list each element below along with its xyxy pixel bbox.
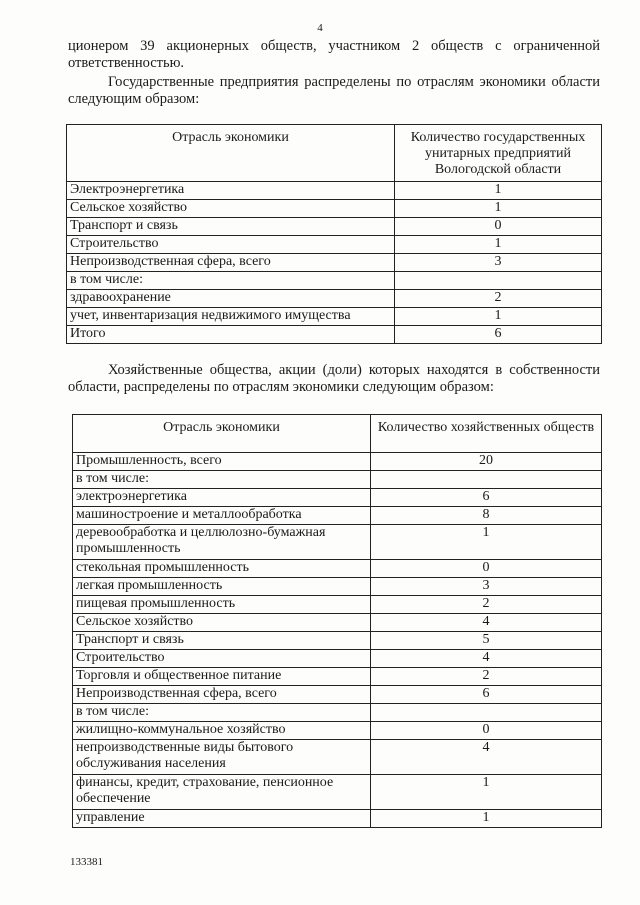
table-row xyxy=(73,668,602,686)
table2-header-count: Количество хозяйственных обществ xyxy=(371,415,602,453)
sector-cell: Итого xyxy=(67,326,395,344)
table-row xyxy=(73,596,602,614)
sector-cell: Транспорт и связь xyxy=(73,632,371,650)
sector-cell: управление xyxy=(73,810,371,828)
document-code: 133381 xyxy=(70,856,103,868)
table-row xyxy=(67,218,602,236)
count-cell: 4 xyxy=(371,650,602,668)
sector-cell: в том числе: xyxy=(73,704,371,722)
count-cell: 2 xyxy=(395,290,602,308)
count-cell: 20 xyxy=(371,453,602,471)
count-cell xyxy=(395,272,602,290)
state-enterprises-text: Государственные предприятия распределены по отраслям экономики области следующим образом: xyxy=(68,74,600,107)
sector-cell: непроизводственные виды бытового обслуживания населения xyxy=(73,740,371,775)
count-cell: 1 xyxy=(395,182,602,200)
count-cell: 6 xyxy=(371,489,602,507)
table-row xyxy=(73,704,602,722)
table-row xyxy=(73,632,602,650)
table-row xyxy=(73,489,602,507)
table1-header-count: Количество государственных унитарных предприятий Вологодской области xyxy=(395,125,602,182)
table-row xyxy=(67,236,602,254)
table-row xyxy=(73,525,602,560)
intro-continuation: ционером 39 акционерных обществ, участником 2 обществ с ограниченной ответственностью. xyxy=(68,38,600,71)
table-row xyxy=(67,272,602,290)
sector-cell: в том числе: xyxy=(67,272,395,290)
table-row xyxy=(73,614,602,632)
table-row xyxy=(73,810,602,828)
table1-body xyxy=(67,182,602,344)
table-row xyxy=(73,560,602,578)
count-cell: 0 xyxy=(395,218,602,236)
sector-cell: Электроэнергетика xyxy=(67,182,395,200)
companies-table xyxy=(72,414,602,828)
sector-cell: машиностроение и металлообработка xyxy=(73,507,371,525)
sector-cell: деревообработка и целлюлозно-бумажная промышленность xyxy=(73,525,371,560)
sector-cell: в том числе: xyxy=(73,471,371,489)
table2-header-sector: Отрасль экономики xyxy=(73,415,371,453)
sector-cell: Промышленность, всего xyxy=(73,453,371,471)
table-row xyxy=(67,254,602,272)
count-cell: 4 xyxy=(371,740,602,775)
sector-cell: учет, инвентаризация недвижимого имущества xyxy=(67,308,395,326)
count-cell: 3 xyxy=(395,254,602,272)
table-row xyxy=(67,308,602,326)
sector-cell: жилищно-коммунальное хозяйство xyxy=(73,722,371,740)
sector-cell: Непроизводственная сфера, всего xyxy=(73,686,371,704)
table-row xyxy=(67,290,602,308)
sector-cell: пищевая промышленность xyxy=(73,596,371,614)
sector-cell: Сельское хозяйство xyxy=(73,614,371,632)
count-cell: 1 xyxy=(371,775,602,810)
table-row xyxy=(73,578,602,596)
state-enterprises-table xyxy=(66,124,602,344)
table-row xyxy=(73,686,602,704)
count-cell: 0 xyxy=(371,560,602,578)
table-row xyxy=(73,650,602,668)
sector-cell: Непроизводственная сфера, всего xyxy=(67,254,395,272)
table-row xyxy=(67,182,602,200)
table-row xyxy=(73,471,602,489)
table-row xyxy=(67,200,602,218)
count-cell: 1 xyxy=(371,810,602,828)
count-cell: 2 xyxy=(371,596,602,614)
count-cell: 0 xyxy=(371,722,602,740)
count-cell: 1 xyxy=(371,525,602,560)
sector-cell: стекольная промышленность xyxy=(73,560,371,578)
count-cell: 5 xyxy=(371,632,602,650)
table2-body xyxy=(73,453,602,828)
count-cell: 3 xyxy=(371,578,602,596)
page-number: 4 xyxy=(317,22,323,34)
table-row xyxy=(73,453,602,471)
table-row xyxy=(73,507,602,525)
sector-cell: Торговля и общественное питание xyxy=(73,668,371,686)
sector-cell: Сельское хозяйство xyxy=(67,200,395,218)
count-cell xyxy=(371,704,602,722)
companies-text: Хозяйственные общества, акции (доли) которых находятся в собственности области, распределены по отраслям экономики следующим образом: xyxy=(68,362,600,395)
count-cell: 6 xyxy=(395,326,602,344)
count-cell: 2 xyxy=(371,668,602,686)
table-row xyxy=(73,722,602,740)
count-cell: 1 xyxy=(395,308,602,326)
table-row xyxy=(73,740,602,775)
sector-cell: электроэнергетика xyxy=(73,489,371,507)
count-cell xyxy=(371,471,602,489)
count-cell: 8 xyxy=(371,507,602,525)
count-cell: 1 xyxy=(395,200,602,218)
table1-header-sector: Отрасль экономики xyxy=(67,125,395,182)
sector-cell: Строительство xyxy=(73,650,371,668)
sector-cell: Строительство xyxy=(67,236,395,254)
table-row xyxy=(67,326,602,344)
count-cell: 4 xyxy=(371,614,602,632)
table-row xyxy=(73,775,602,810)
sector-cell: финансы, кредит, страхование, пенсионное обеспечение xyxy=(73,775,371,810)
count-cell: 6 xyxy=(371,686,602,704)
sector-cell: Транспорт и связь xyxy=(67,218,395,236)
count-cell: 1 xyxy=(395,236,602,254)
sector-cell: легкая промышленность xyxy=(73,578,371,596)
sector-cell: здравоохранение xyxy=(67,290,395,308)
